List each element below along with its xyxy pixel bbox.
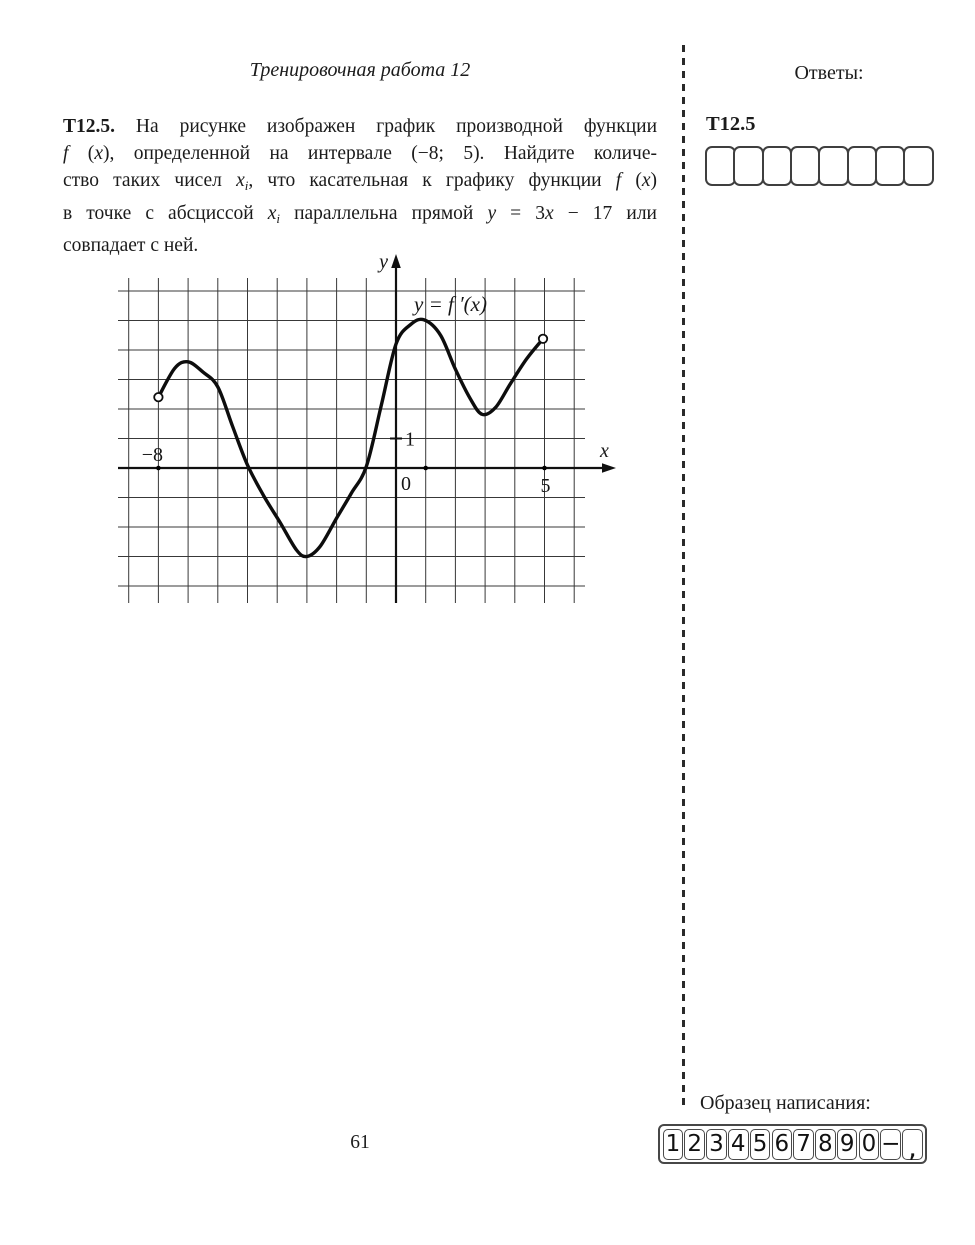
x-axis-tick-dot xyxy=(542,466,547,471)
x-axis-arrow xyxy=(602,463,616,473)
sample-writing-row xyxy=(658,1124,927,1164)
sample-writing-label: Образец написания: xyxy=(700,1092,871,1114)
grid-lines xyxy=(118,278,585,603)
x-tick-label: −8 xyxy=(141,444,164,466)
sample-glyph-cell: 4 xyxy=(728,1129,749,1160)
answer-cell xyxy=(705,146,736,186)
problem-text-line: Т12.5. На рисунке изображен график производной функции xyxy=(63,116,657,137)
answer-cell xyxy=(875,146,906,186)
sample-glyph-cell: 2 xyxy=(684,1129,705,1160)
answer-cell xyxy=(847,146,878,186)
sample-glyph-cell: 7 xyxy=(793,1129,814,1160)
derivative-graph xyxy=(108,250,623,614)
answers-column-header: Ответы: xyxy=(794,62,864,84)
sample-glyph-cell: 0 xyxy=(859,1129,880,1160)
answer-cell xyxy=(818,146,849,186)
problem-text-line: в точке с абсциссой $x_i$ параллельна прямой y = 3x − 17 или xyxy=(63,202,657,226)
problem-text-line: f (x), определенной на интервале (−8; 5). Найдите количе- xyxy=(63,143,658,165)
open-endpoint-circle xyxy=(154,393,162,401)
origin-label: 0 xyxy=(401,473,411,495)
answer-cell xyxy=(903,146,934,186)
answer-task-label: Т12.5 xyxy=(706,113,756,135)
sample-glyph-cell: 1 xyxy=(663,1129,684,1160)
curve-equation-label: y = f ′(x) xyxy=(414,292,487,316)
derivative-graph-svg xyxy=(108,250,623,614)
page-number: 61 xyxy=(350,1132,370,1153)
sample-glyph-cell: 5 xyxy=(750,1129,771,1160)
dashed-column-divider xyxy=(682,45,685,1105)
page-title: Тренировочная работа 12 xyxy=(249,59,471,81)
sample-glyph-cell: 3 xyxy=(706,1129,727,1160)
answer-cell xyxy=(790,146,821,186)
answer-cell xyxy=(733,146,764,186)
sample-glyph-cell: 9 xyxy=(837,1129,858,1160)
problem-text-line: совпадает с ней. xyxy=(63,234,199,256)
sample-glyph-cell: 8 xyxy=(815,1129,836,1160)
y-tick-label: 1 xyxy=(405,428,415,451)
answer-cell xyxy=(762,146,793,186)
x-axis-tick-dot xyxy=(423,466,428,471)
x-axis-tick-dot xyxy=(156,466,161,471)
y-axis-arrow xyxy=(391,254,401,268)
answer-boxes-row xyxy=(705,146,934,186)
problem-text xyxy=(63,113,657,259)
open-endpoint-circle xyxy=(539,335,547,343)
sample-glyph-cell: 6 xyxy=(772,1129,793,1160)
x-tick-label: 5 xyxy=(540,475,551,497)
sample-glyph-cell: , xyxy=(902,1129,923,1160)
problem-text-line: ство таких чисел $x_i$, что касательная к графику функции f (x) xyxy=(63,170,657,194)
sample-glyph-cell: − xyxy=(880,1129,901,1160)
x-axis-label: x xyxy=(600,440,609,462)
y-axis-label: y xyxy=(379,251,388,273)
axes xyxy=(118,264,606,603)
